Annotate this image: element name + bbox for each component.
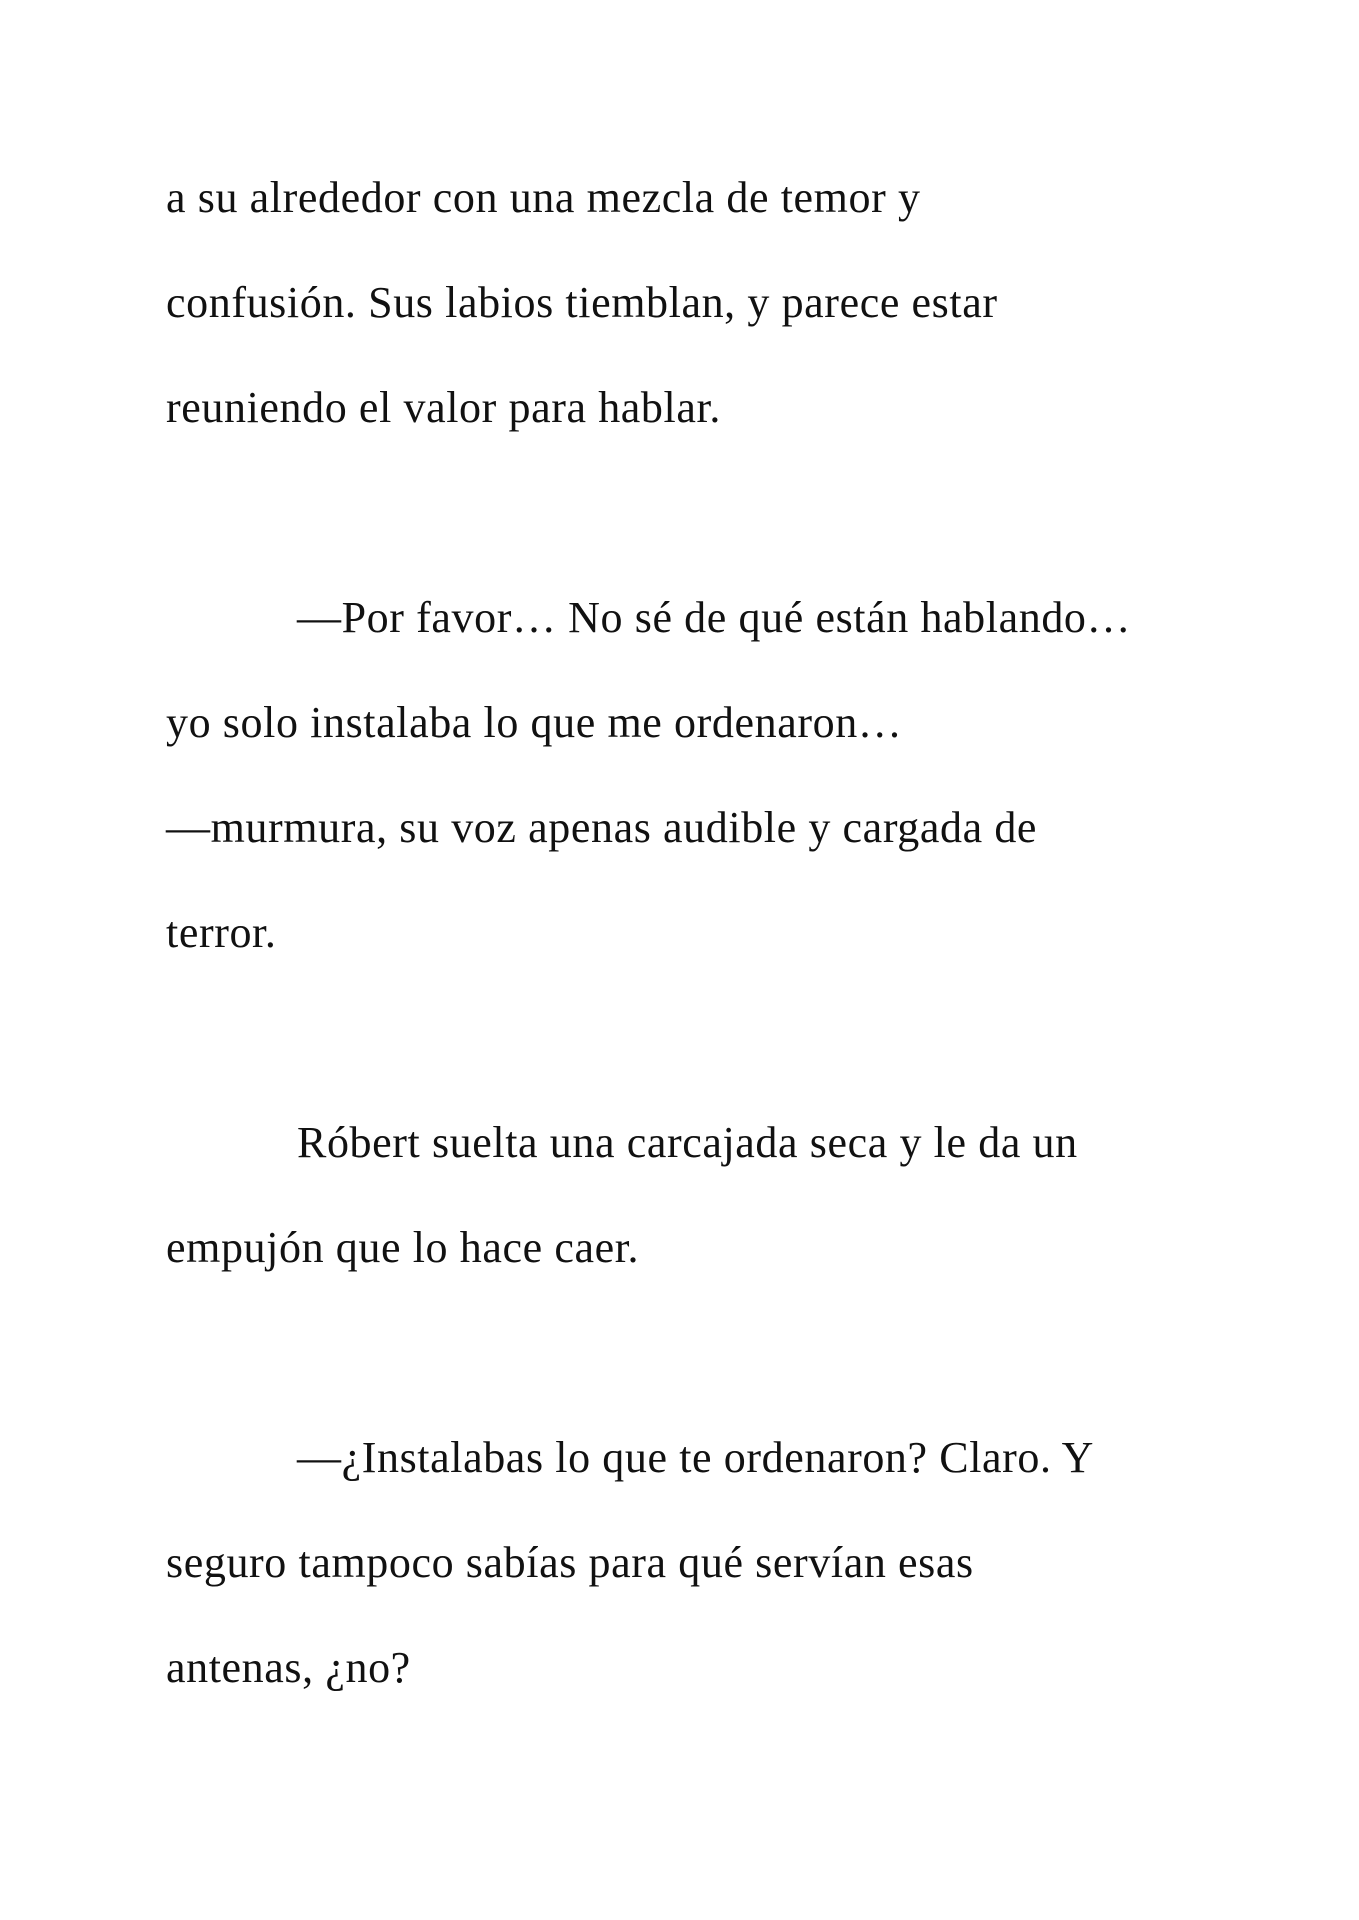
text-line-6: —murmura, su voz apenas audible y cargada de	[166, 803, 1038, 852]
text-line-2: confusión. Sus labios tiemblan, y parece estar	[166, 278, 998, 327]
text-line-7: terror.	[166, 908, 277, 957]
text-line-11: seguro tampoco sabías para qué servían esas	[166, 1538, 974, 1587]
text-line-3: reuniendo el valor para hablar.	[166, 383, 721, 432]
text-line-5: yo solo instalaba lo que me ordenaron…	[166, 698, 903, 747]
text-line-10: —¿Instalabas lo que te ordenaron? Claro. Y	[297, 1433, 1094, 1482]
text-line-4: —Por favor… No sé de qué están hablando…	[297, 593, 1132, 642]
text-line-12: antenas, ¿no?	[166, 1643, 411, 1692]
text-line-8: Róbert suelta una carcajada seca y le da un	[297, 1118, 1078, 1167]
text-line-9: empujón que lo hace caer.	[166, 1223, 640, 1272]
text-line-1: a su alrededor con una mezcla de temor y	[166, 173, 921, 222]
